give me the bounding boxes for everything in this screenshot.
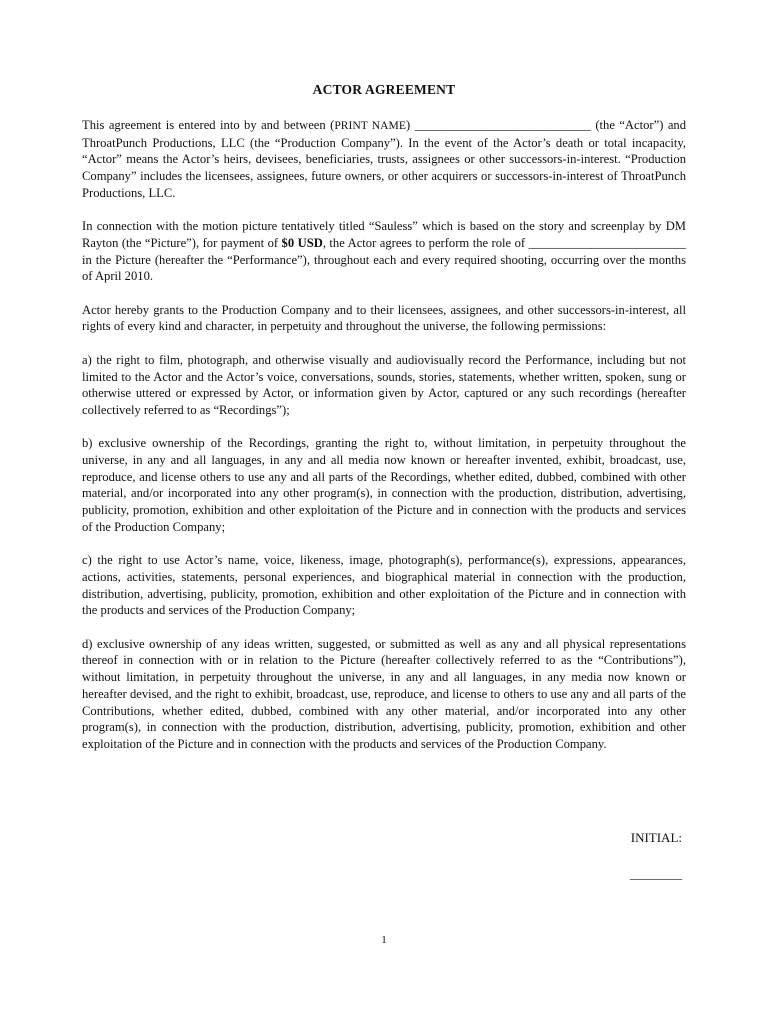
paragraph-c: c) the right to use Actor’s name, voice, likeness, image, photograph(s), performance(s), expressions, appearances, actions, activities, statements, personal experiences, and biographical material in connection with the production, distribution, advertising, publicity, promotion, exhibition and other exploitation of the Picture and in connection with the products and services of the Production Company; <box>82 553 686 618</box>
role-blank[interactable]: _________________________ <box>528 235 686 250</box>
page-number: 1 <box>381 934 387 946</box>
paragraph-parties-text-a: This agreement is entered into by and between ( <box>82 118 335 132</box>
print-name-label: PRINT NAME <box>334 119 406 132</box>
initial-line[interactable]: ________ <box>630 866 682 881</box>
payment-amount: $0 USD <box>281 235 323 250</box>
paragraph-picture-text-a: In connection with the motion picture tentatively titled “Sauless” which is based on the story and screenplay by DM Rayton (the “Picture”), for payment of <box>82 219 686 250</box>
document-title: ACTOR AGREEMENT <box>312 82 456 97</box>
paragraph-b: b) exclusive ownership of the Recordings, granting the right to, without limitation, in perpetuity throughout the universe, in any and all languages, in any and all media now known or hereafter invented, exhibit, broadcast, use, reproduce, and license others to use any and all parts of the Recordings, whether edited, dubbed, combined with other material, and/or incorporated into any other program(s), in connection with the production, distribution, advertising, publicity, promotion, exhibition and other exploitation of the Picture and in connection with the products and services of the Production Company; <box>82 436 686 534</box>
paragraph-parties-text-c: (the “Actor”) and ThroatPunch Productions, LLC (the “Production Company”). In the event of the Actor’s death or total incapacity, “Actor” means the Actor’s heirs, devisees, beneficiaries, trusts, assignees or other successors-in-interest. “Production Company” includes the licensees, assignees, future owners, or other acquirers or successors-in-interest of ThroatPunch Productions, LLC. <box>82 118 687 200</box>
actor-name-blank[interactable]: ____________________________ <box>414 118 591 132</box>
paragraph-picture-text-b: , the Actor agrees to perform the role of <box>322 235 529 250</box>
document-body <box>82 117 686 769</box>
paragraph-parties <box>82 117 686 202</box>
paragraph-picture-text-c: in the Picture (hereafter the “Performance”), throughout each and every required shooting, occurring over the months of April 2010. <box>82 252 686 284</box>
paragraph-d: d) exclusive ownership of any ideas written, suggested, or submitted as well as any and all physical representations thereof in connection with or in relation to the Picture (hereafter collectively referred to as the “Contributions”), without limitation, in perpetuity throughout the universe, in any and all languages, in any media now known or hereafter devised, and the right to exhibit, broadcast, use, reproduce, and license to others to use any and all parts of the Contributions, whether edited, dubbed, combined with any other material, and/or incorporated into any other program(s), in connection with the production, distribution, advertising, publicity, promotion, exhibition and other exploitation of the Picture and in connection with the products and services of the Production Company. <box>82 636 686 751</box>
paragraph-a: a) the right to film, photograph, and otherwise visually and audiovisually record the Performance, including but not limited to the Actor and the Actor’s voice, conversations, sounds, stories, statements, whether written, spoken, sung or otherwise uttered or expressed by Actor, or information given by Actor, captured or any such recordings (hereafter collectively referred to as “Recordings”); <box>82 352 686 417</box>
paragraph-grant: Actor hereby grants to the Production Company and to their licensees, assignees, and other successors-in-interest, all rights of every kind and character, in perpetuity and throughout the universe, the following permissions: <box>82 302 686 334</box>
paragraph-picture <box>82 218 686 285</box>
paragraph-parties-text-b: ) <box>405 118 415 132</box>
initial-label: INITIAL: <box>630 830 682 845</box>
